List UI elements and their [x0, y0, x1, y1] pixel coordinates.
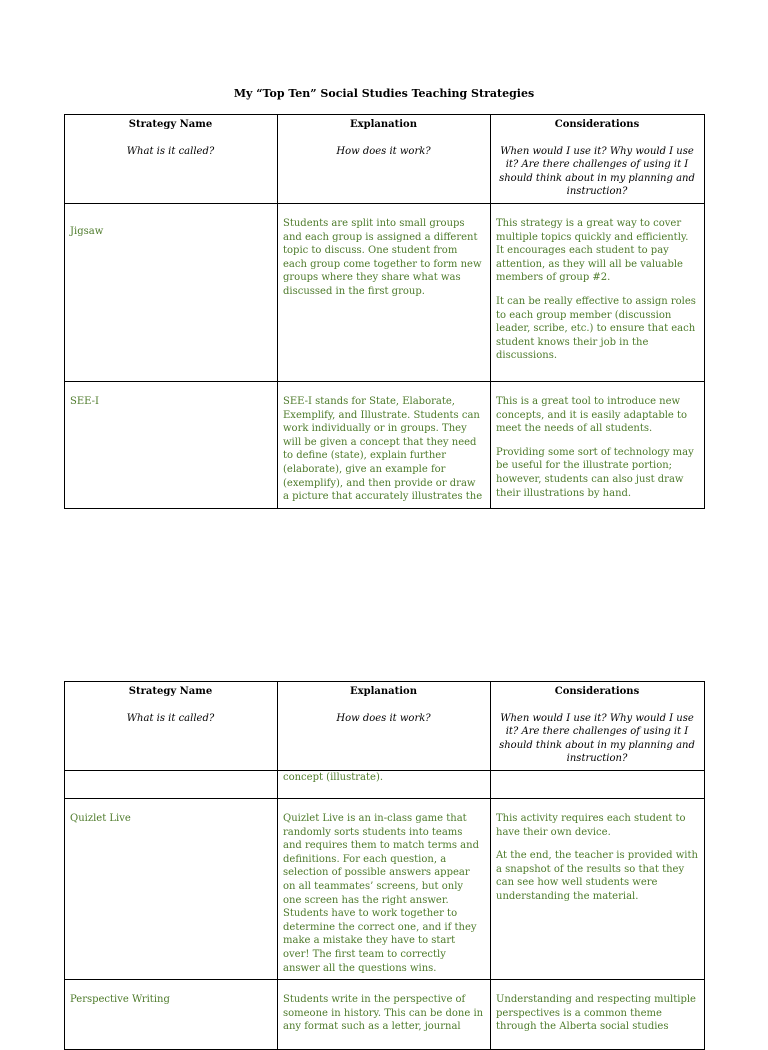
explanation-header: Explanation How does it work?	[278, 115, 491, 204]
table-row	[65, 980, 705, 1050]
strategy-name-cell: Jigsaw	[65, 203, 278, 381]
considerations-cell: This activity requires each student to have their own device. At the end, the teacher is provided with a snapshot of the results so that they can see how well students were understanding the material.	[491, 798, 705, 979]
strategies-table-page-1	[64, 114, 705, 509]
continued-row	[65, 770, 705, 798]
explanation-cell: SEE-I stands for State, Elaborate, Exemplify, and Illustrate. Students can work individually or in groups. They will be given a concept that they need to define (state), explain further (elaborate), give an example for (exemplify), and then provide or draw a picture that accurately illustrates the	[278, 381, 491, 508]
considerations-cell	[491, 770, 705, 798]
table-row	[65, 381, 705, 508]
header-row	[65, 115, 705, 204]
explanation-cell: Quizlet Live is an in-class game that randomly sorts students into teams and requires them to match terms and definitions. For each question, a selection of possible answers appear on all teammates’ screens, but only one screen has the right answer. Students have to work together to determine the correct one, and if they make a mistake they have to start over! The first team to correctly answer all the questions wins.	[278, 798, 491, 979]
strategy-name-cell: Perspective Writing	[65, 980, 278, 1050]
strategy-name-cell: Quizlet Live	[65, 798, 278, 979]
explanation-cell: Students write in the perspective of someone in history. This can be done in any format such as a letter, journal	[278, 980, 491, 1050]
strategy-name-cell: SEE-I	[65, 381, 278, 508]
considerations-cell: This strategy is a great way to cover multiple topics quickly and efficiently. It encourages each student to pay attention, as they will all be valuable members of group #2. It can be really effective to assign roles to each group member (discussion leader, scribe, etc.) to ensure that each student knows their job in the discussions.	[491, 203, 705, 381]
strategies-table-page-2	[64, 681, 705, 1050]
strategy-name-cell	[65, 770, 278, 798]
strategy-header: Strategy Name What is it called?	[65, 682, 278, 771]
explanation-cell: Students are split into small groups and each group is assigned a different topic to discuss. One student from each group come together to form new groups where they share what was discussed in the first group.	[278, 203, 491, 381]
header-row	[65, 682, 705, 771]
table-row	[65, 798, 705, 979]
strategy-header: Strategy Name What is it called?	[65, 115, 278, 204]
table-row	[65, 203, 705, 381]
considerations-header: Considerations When would I use it? Why would I use it? Are there challenges of using it I should think about in my planning and instruction?	[491, 682, 705, 771]
document-title: My “Top Ten” Social Studies Teaching Strategies	[233, 87, 535, 100]
explanation-header: Explanation How does it work?	[278, 682, 491, 771]
considerations-header: Considerations When would I use it? Why would I use it? Are there challenges of using it I should think about in my planning and instruction?	[491, 115, 705, 204]
considerations-cell: This is a great tool to introduce new concepts, and it is easily adaptable to meet the needs of all students. Providing some sort of technology may be useful for the illustrate portion; however, students can also just draw their illustrations by hand.	[491, 381, 705, 508]
explanation-cell: concept (illustrate).	[278, 770, 491, 798]
considerations-cell: Understanding and respecting multiple perspectives is a common theme through the Alberta social studies	[491, 980, 705, 1050]
